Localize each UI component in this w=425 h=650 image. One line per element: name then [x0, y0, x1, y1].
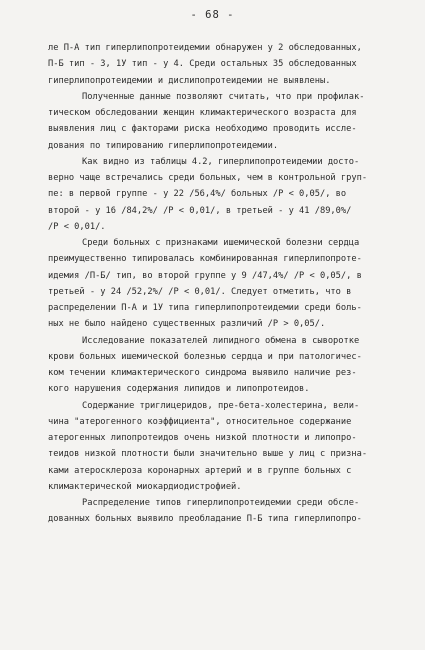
page-number: - 68 - [190, 9, 235, 21]
text-line: чина "атерогенного коэффициента", относительное содержание [48, 416, 352, 427]
text-line: третьей - у 24 /52,2%/ /Р < 0,01/. Следует отметить, что в [48, 286, 352, 297]
text-line: тическом обследовании женщин климактерического возраста для [48, 108, 357, 118]
text-line: климактерической миокардиодистрофией. [48, 481, 242, 492]
text-line: ле П-А тип гиперлипопротеидемии обнаружен у 2 обследованных, [48, 43, 362, 53]
body-text [48, 40, 404, 528]
text-line: /Р < 0,01/. [48, 221, 106, 232]
text-line: дования по типированию гиперлипопротеидемии. [48, 140, 279, 151]
text-line: выявления лиц с факторами риска необходимо проводить иссле- [48, 124, 357, 135]
text-line: второй - у 16 /84,2%/ /Р < 0,01/, в третьей - у 41 /89,0%/ [48, 205, 352, 216]
text-line: крови больных ишемической болезнью сердца и при патологичес- [48, 351, 362, 362]
text-line: дованных больных выявило преобладание П-Б типа гиперлипопро- [48, 514, 362, 525]
text-line: Исследование показателей липидного обмена в сыворотке [82, 335, 360, 346]
text-line: пе: в первой группе - у 22 /56,4%/ больных /Р < 0,05/, во [48, 189, 347, 200]
text-line: теидов низкой плотности были значительно выше у лиц с призна- [48, 449, 368, 460]
text-line: кого нарушения содержания липидов и липопротеидов. [48, 384, 310, 395]
text-line: Среди больных с признаками ишемической болезни сердца [82, 238, 360, 248]
text-line: верно чаще встречались среди больных, чем в контрольной груп- [48, 173, 368, 183]
text-line: атерогенных липопротеидов очень низкой плотности и липопро- [48, 433, 357, 443]
text-line: гиперлипопротеидемии и дислипопротеидемии не выявлены. [48, 75, 331, 86]
text-line: ками атеросклероза коронарных артерий и в группе больных с [48, 465, 352, 476]
text-line: Распределение типов гиперлипопротеидемии среди обсле- [82, 498, 360, 508]
text-line: преимущественно типировалась комбинированная гиперлипопроте- [48, 254, 362, 265]
text-line: Как видно из таблицы 4.2, гиперлипопротеидемии досто- [82, 156, 360, 167]
text-line: ных не было найдено существенных различий /Р > 0,05/. [48, 319, 326, 330]
text-line: ком течении климактерического синдрома выявило наличие рез- [48, 368, 357, 378]
text-line: идемия /П-Б/ тип, во второй группе у 9 /47,4%/ /Р < 0,05/, в [48, 270, 362, 281]
text-line: Содержание триглицеридов, пре-бета-холестерина, вели- [82, 400, 360, 411]
text-line: П-Б тип - 3, 1У тип - у 4. Среди остальных 35 обследованных [48, 59, 357, 70]
text-line: распределении П-А и 1У типа гиперлипопротеидемии среди боль- [48, 303, 362, 313]
text-line: Полученные данные позволяют считать, что при профилак- [82, 91, 365, 102]
